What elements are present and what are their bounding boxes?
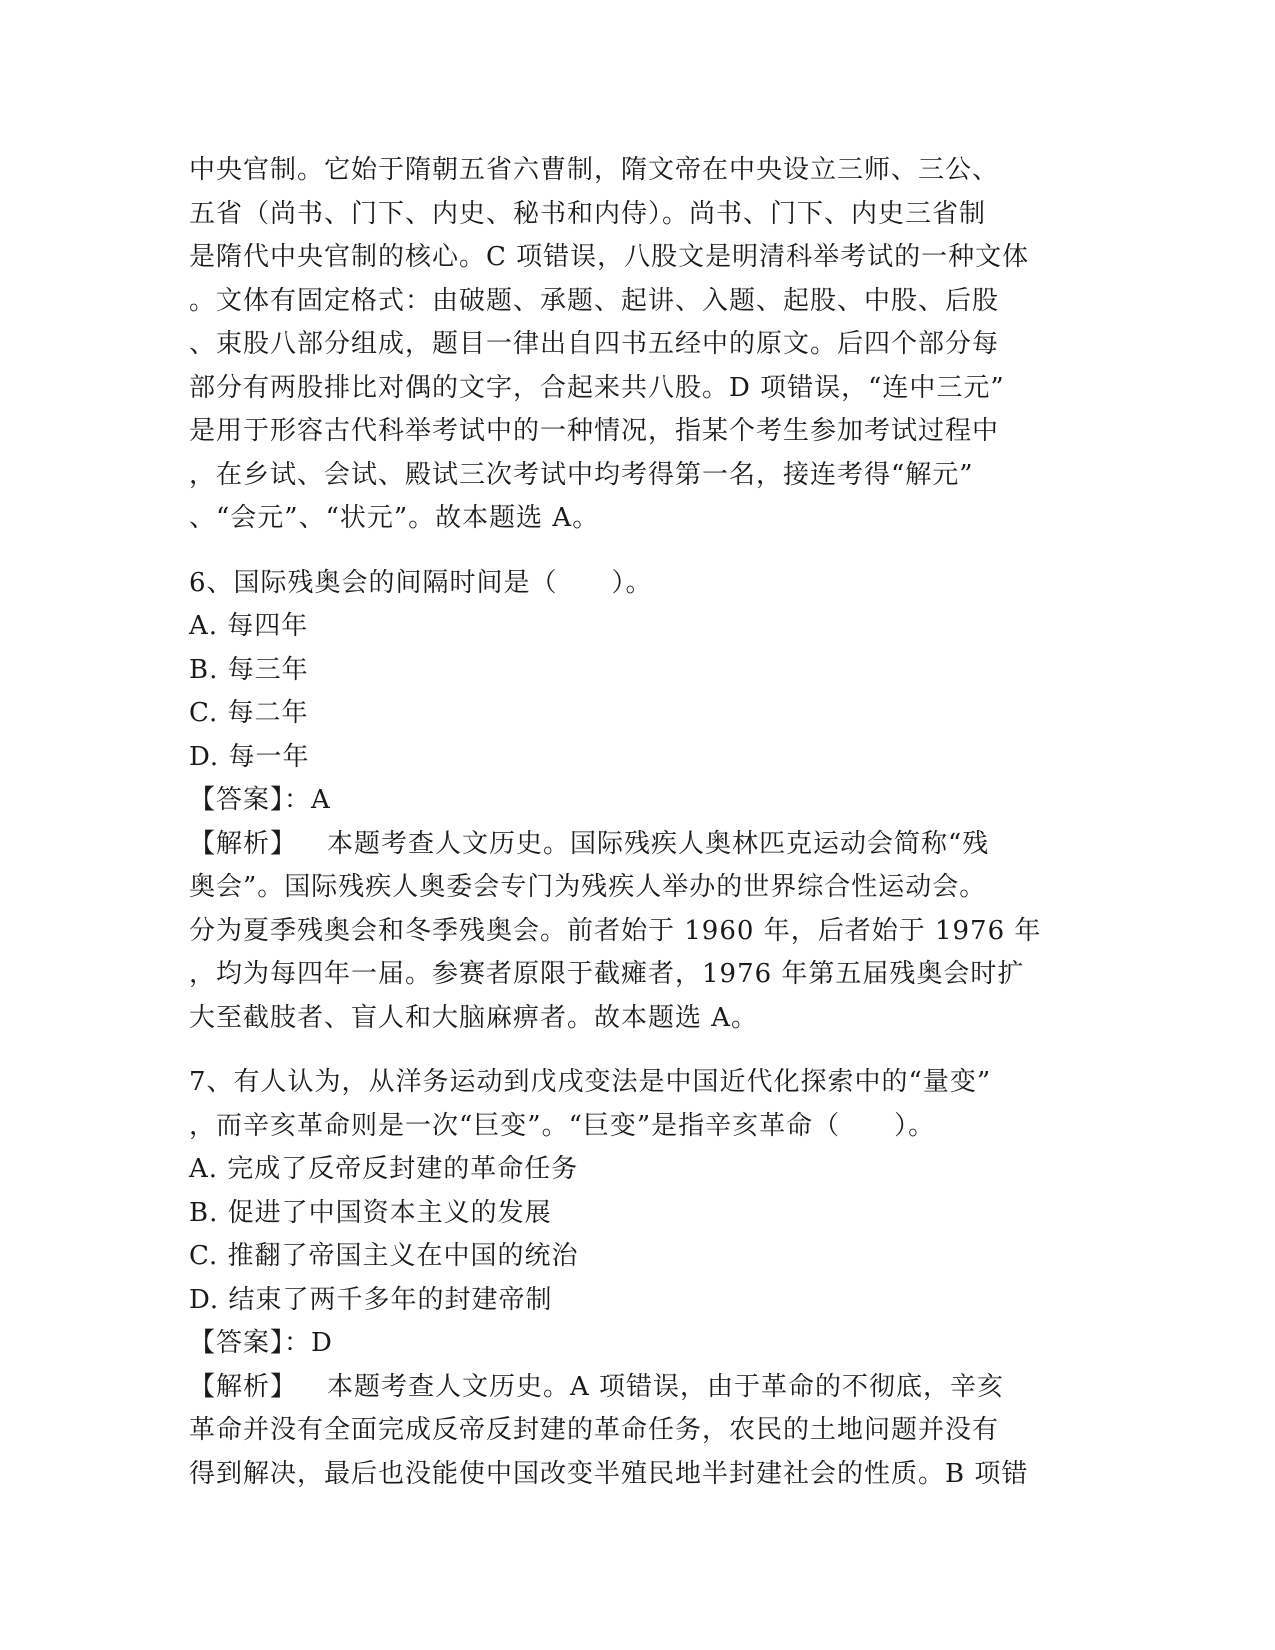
question-6-option-d: D. 每一年 [189,741,310,772]
paragraph-line: ，均为每四年一届。参赛者原限于截瘫者，1976 年第五届残奥会时扩 [189,959,1025,989]
answer-value: D [311,1328,333,1358]
question-6-analysis-first-line [189,823,1089,867]
question-7-option-b: B. 促进了中国资本主义的发展 [189,1197,552,1228]
q5-analysis-continuation [189,149,1089,541]
paragraph-line: 部分有两股排比对偶的文字，合起来共八股。D 项错误，“连中三元” [189,372,1005,403]
question-7-option-c: C. 推翻了帝国主义在中国的统治 [189,1241,579,1271]
analysis-text: 本题考查人文历史。国际残疾人奥林匹克运动会简称“残 [327,828,990,859]
question-7-stem: ，而辛亥革命则是一次“巨变”。“巨变”是指辛亥革命（ ）。 [189,1110,936,1141]
paragraph-line: 分为夏季残奥会和冬季残奥会。前者始于 1960 年，后者始于 1976 年 [189,915,1042,946]
question-6-option-a: A. 每四年 [189,611,309,641]
answer-label: 【答案】： [189,1328,312,1358]
question-6-stem: 6、国际残奥会的间隔时间是（ ）。 [189,567,653,598]
question-7 [189,1061,1089,1496]
question-6 [189,562,1089,1041]
paragraph-line: 大至截肢者、盲人和大脑麻痹者。故本题选 A。 [189,1002,759,1033]
analysis-text: 本题考查人文历史。A 项错误，由于革命的不彻底，辛亥 [327,1371,1005,1402]
page-content [189,149,1089,1496]
question-7-answer [189,1322,1089,1366]
paragraph-line: 五省（尚书、门下、内史、秘书和内侍）。尚书、门下、内史三省制 [189,198,987,229]
paragraph-line: 是隋代中央官制的核心。C 项错误，八股文是明清科举考试的一种文体 [189,242,1030,272]
analysis-label: 【解析】 [189,1371,298,1402]
analysis-label: 【解析】 [189,828,298,859]
question-6-option-b: B. 每三年 [189,654,309,685]
question-6-answer [189,779,1089,823]
question-6-option-c: C. 每二年 [189,698,309,728]
answer-label: 【答案】： [189,785,312,815]
section-gap [189,541,1089,562]
section-gap [189,1040,1089,1061]
paragraph-line: 得到解决，最后也没能使中国改变半殖民地半封建社会的性质。B 项错 [189,1458,1029,1489]
paragraph-line: 是用于形容古代科举考试中的一种情况，指某个考生参加考试过程中 [189,416,1000,446]
question-7-stem: 7、有人认为，从洋务运动到戊戌变法是中国近代化探索中的“量变” [189,1067,992,1097]
paragraph-line: 奥会”。国际残疾人奥委会专门为残疾人举办的世界综合性运动会。 [189,872,987,902]
paragraph-line: 。文体有固定格式：由破题、承题、起讲、入题、起股、中股、后股 [189,285,1000,316]
question-7-option-a: A. 完成了反帝反封建的革命任务 [189,1154,579,1184]
paragraph-line: 、束股八部分组成，题目一律出自四书五经中的原文。后四个部分每 [189,329,1000,359]
paragraph-line: 中央官制。它始于隋朝五省六曹制，隋文帝在中央设立三师、三公、 [189,155,1000,185]
question-7-analysis-first-line [189,1366,1089,1410]
paragraph-line: 、“会元”、“状元”。故本题选 A。 [189,503,600,533]
answer-value: A [311,785,331,815]
paragraph-line: ，在乡试、会试、殿试三次考试中均考得第一名，接连考得“解元” [189,459,974,490]
question-7-option-d: D. 结束了两千多年的封建帝制 [189,1284,553,1315]
paragraph-line: 革命并没有全面完成反帝反封建的革命任务，农民的土地问题并没有 [189,1415,1000,1445]
